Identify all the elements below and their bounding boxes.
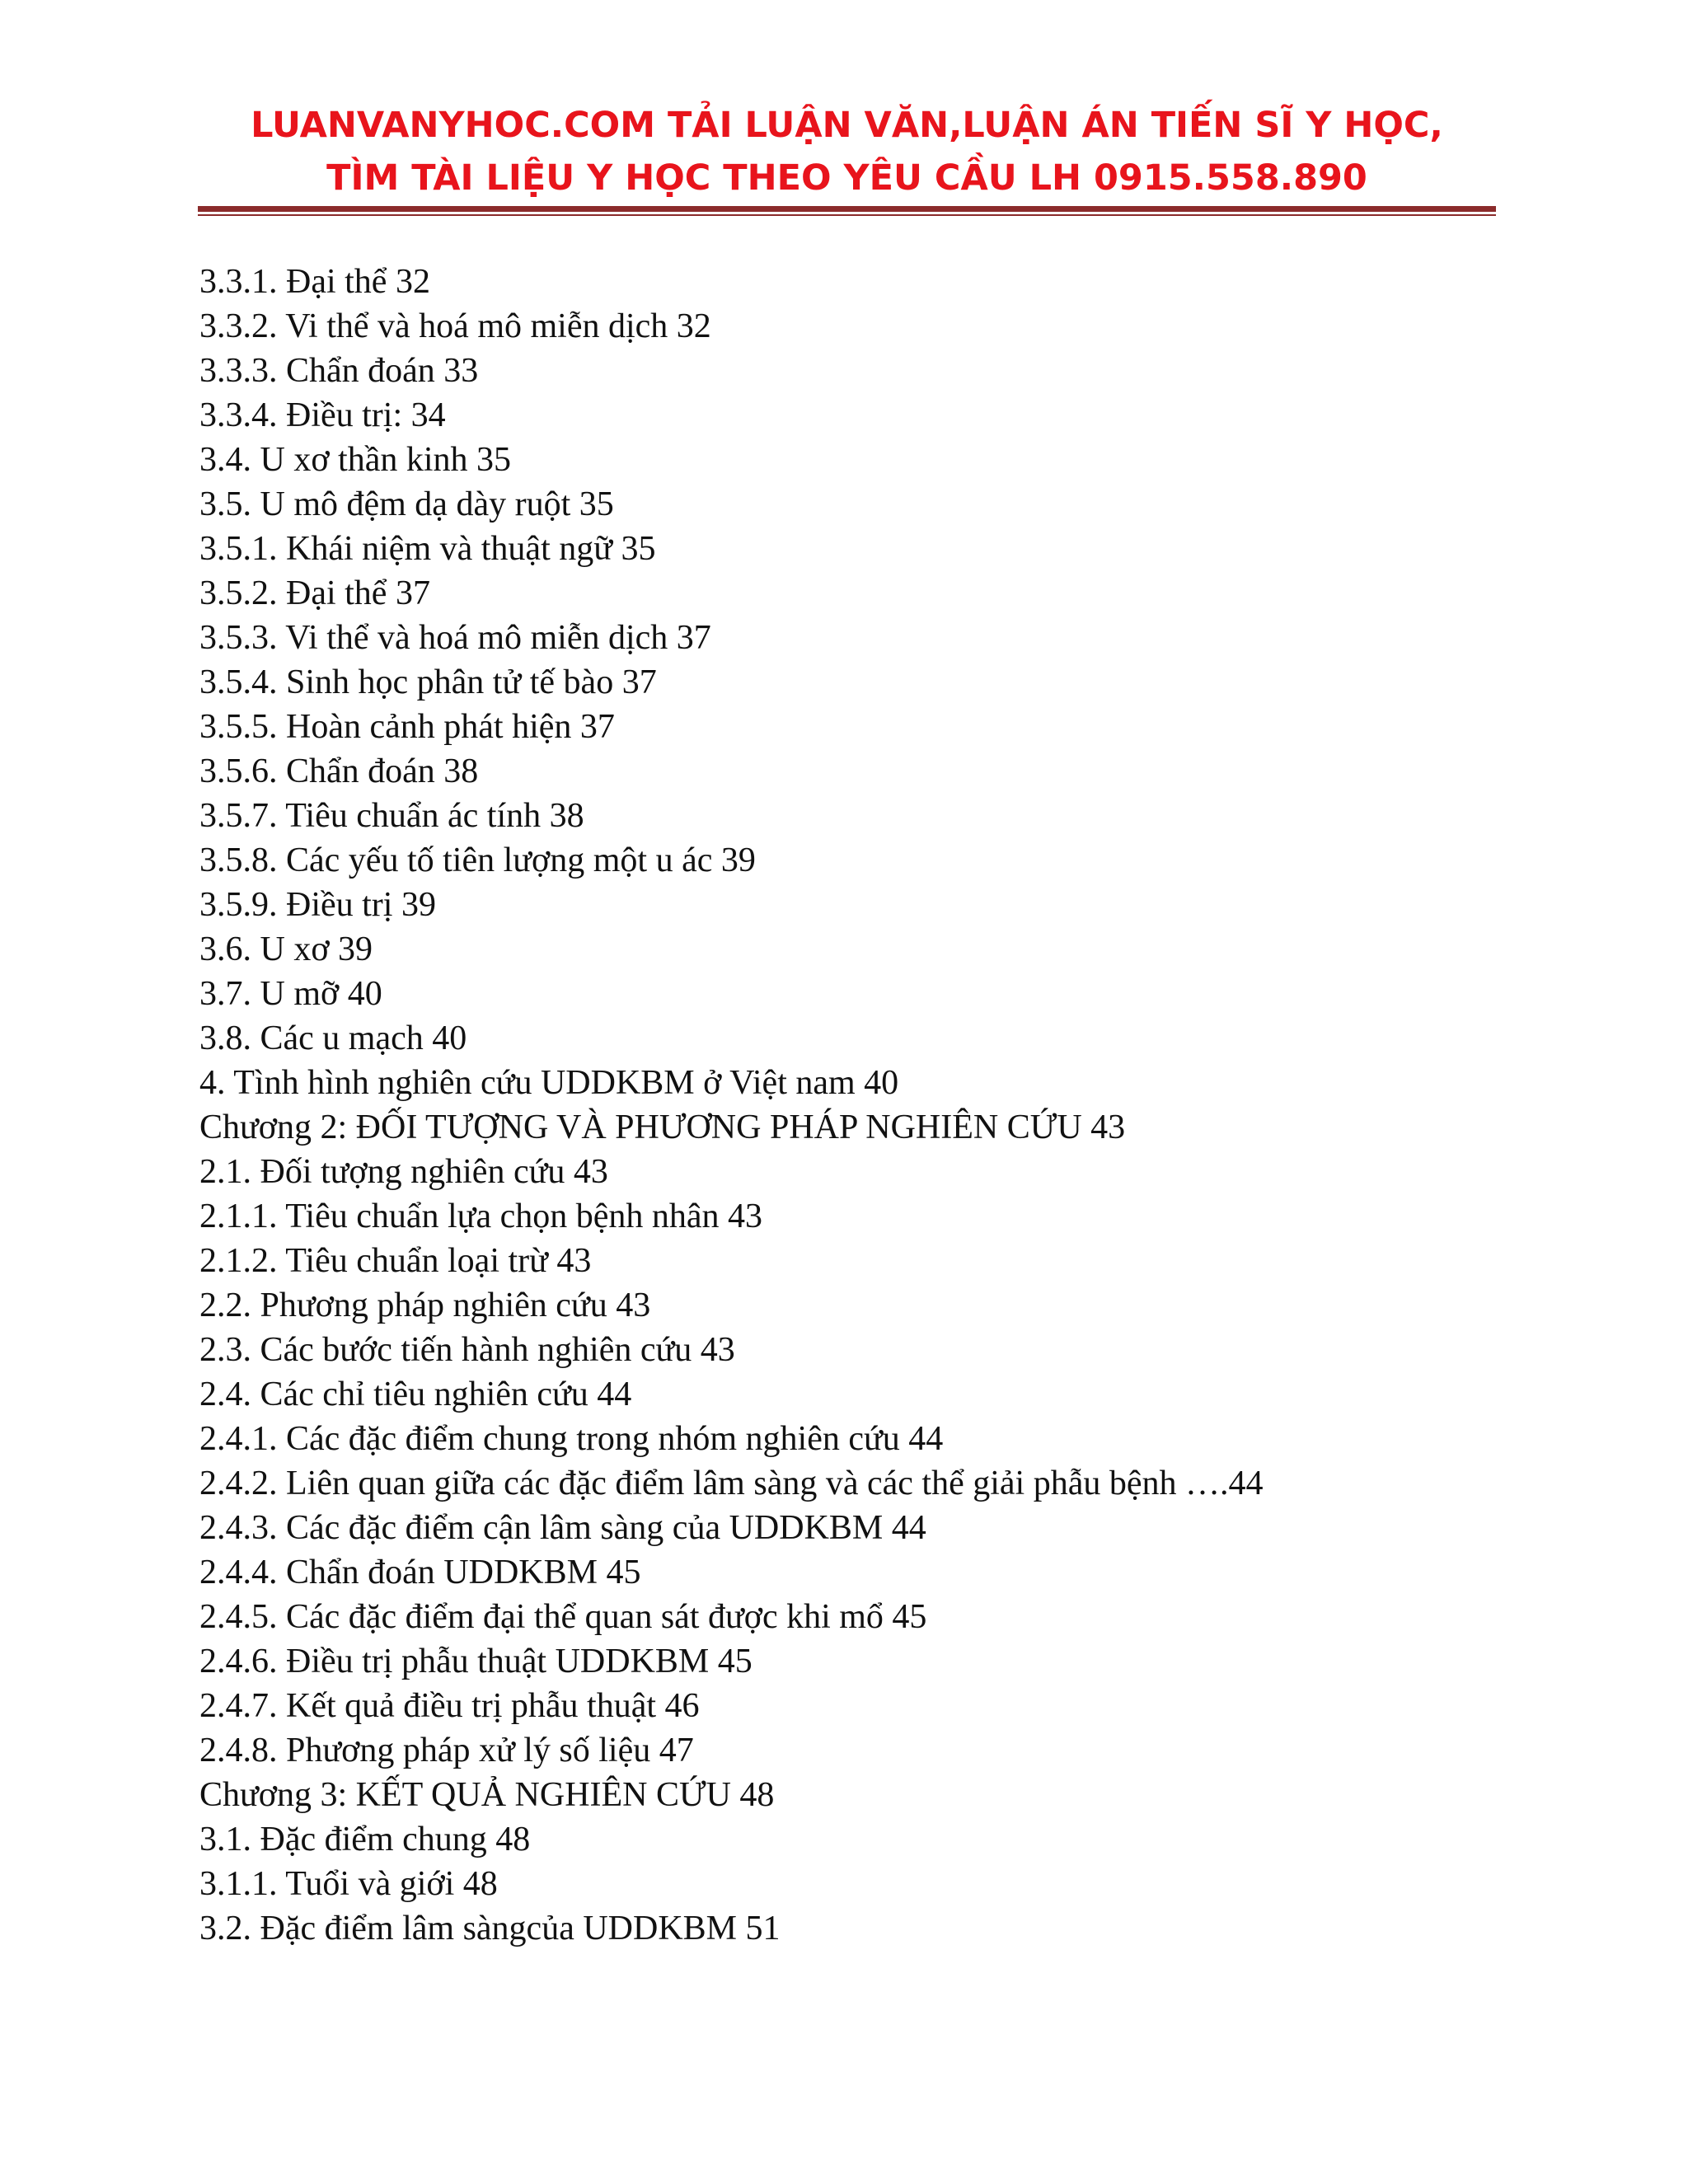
toc-entry: 3.5.2. Đại thể 37 — [199, 574, 430, 612]
toc-entry: 3.5.9. Điều trị 39 — [199, 886, 436, 924]
toc-entry: 3.3.1. Đại thể 32 — [199, 263, 430, 301]
header-line-1: LUANVANYHOC.COM TẢI LUẬN VĂN,LUẬN ÁN TIẾN SĨ Y HỌC, — [251, 105, 1443, 146]
header-divider-thin — [198, 214, 1496, 216]
toc-entry: 2.4.4. Chẩn đoán UDDKBM 45 — [199, 1554, 641, 1591]
toc-entry: 2.4.2. Liên quan giữa các đặc điểm lâm sàng và các thể giải phẫu bệnh ….44 — [199, 1465, 1264, 1502]
toc-entry: 2.1. Đối tượng nghiên cứu 43 — [199, 1153, 608, 1191]
toc-entry: 3.4. U xơ thần kinh 35 — [199, 441, 512, 479]
toc-entry: 3.3.2. Vi thể và hoá mô miễn dịch 32 — [199, 307, 711, 345]
toc-entry: 2.2. Phương pháp nghiên cứu 43 — [199, 1286, 651, 1324]
toc-entry: 3.1. Đặc điểm chung 48 — [199, 1821, 531, 1858]
toc-entry: 3.3.4. Điều trị: 34 — [199, 396, 446, 434]
toc-entry: Chương 2: ĐỐI TƯỢNG VÀ PHƯƠNG PHÁP NGHIÊN CỨU 43 — [199, 1108, 1126, 1146]
toc-entry: 3.3.3. Chẩn đoán 33 — [199, 352, 479, 390]
toc-entry: 3.5.4. Sinh học phân tử tế bào 37 — [199, 663, 657, 701]
toc-entry: 2.4. Các chỉ tiêu nghiên cứu 44 — [199, 1376, 632, 1413]
toc-entry: 2.3. Các bước tiến hành nghiên cứu 43 — [199, 1331, 735, 1369]
toc-entry: 3.5.3. Vi thể và hoá mô miễn dịch 37 — [199, 619, 711, 657]
page-header — [198, 99, 1496, 204]
toc-entry: 4. Tình hình nghiên cứu UDDKBM ở Việt nam 40 — [199, 1064, 899, 1102]
toc-entry: 2.1.2. Tiêu chuẩn loại trừ 43 — [199, 1242, 592, 1280]
header-line-2: TÌM TÀI LIỆU Y HỌC THEO YÊU CẦU LH 0915.558.890 — [326, 157, 1367, 199]
header-divider-thick — [198, 206, 1496, 212]
toc-entry: 2.4.7. Kết quả điều trị phẫu thuật 46 — [199, 1687, 700, 1725]
toc-entry: 3.8. Các u mạch 40 — [199, 1019, 467, 1057]
toc-entry: 2.4.3. Các đặc điểm cận lâm sàng của UDDKBM 44 — [199, 1509, 926, 1547]
table-of-contents — [199, 260, 1485, 1951]
toc-entry: 3.6. U xơ 39 — [199, 930, 373, 968]
toc-entry: 3.2. Đặc điểm lâm sàngcủa UDDKBM 51 — [199, 1910, 781, 1947]
toc-entry: Chương 3: KẾT QUẢ NGHIÊN CỨU 48 — [199, 1776, 775, 1814]
toc-entry: 3.7. U mỡ 40 — [199, 975, 382, 1013]
toc-entry: 3.5.7. Tiêu chuẩn ác tính 38 — [199, 797, 584, 835]
toc-entry: 2.4.6. Điều trị phẫu thuật UDDKBM 45 — [199, 1643, 753, 1680]
toc-entry: 3.5.5. Hoàn cảnh phát hiện 37 — [199, 708, 615, 746]
toc-entry: 2.4.8. Phương pháp xử lý số liệu 47 — [199, 1732, 694, 1769]
toc-entry: 3.5.1. Khái niệm và thuật ngữ 35 — [199, 530, 656, 568]
toc-entry: 3.5. U mô đệm dạ dày ruột 35 — [199, 485, 614, 523]
toc-entry: 2.4.1. Các đặc điểm chung trong nhóm nghiên cứu 44 — [199, 1420, 944, 1458]
toc-entry: 2.1.1. Tiêu chuẩn lựa chọn bệnh nhân 43 — [199, 1197, 763, 1235]
toc-entry: 2.4.5. Các đặc điểm đại thể quan sát được khi mổ 45 — [199, 1598, 927, 1636]
toc-entry: 3.1.1. Tuổi và giới 48 — [199, 1865, 498, 1903]
toc-entry: 3.5.6. Chẩn đoán 38 — [199, 752, 479, 790]
toc-entry: 3.5.8. Các yếu tố tiên lượng một u ác 39 — [199, 841, 756, 879]
